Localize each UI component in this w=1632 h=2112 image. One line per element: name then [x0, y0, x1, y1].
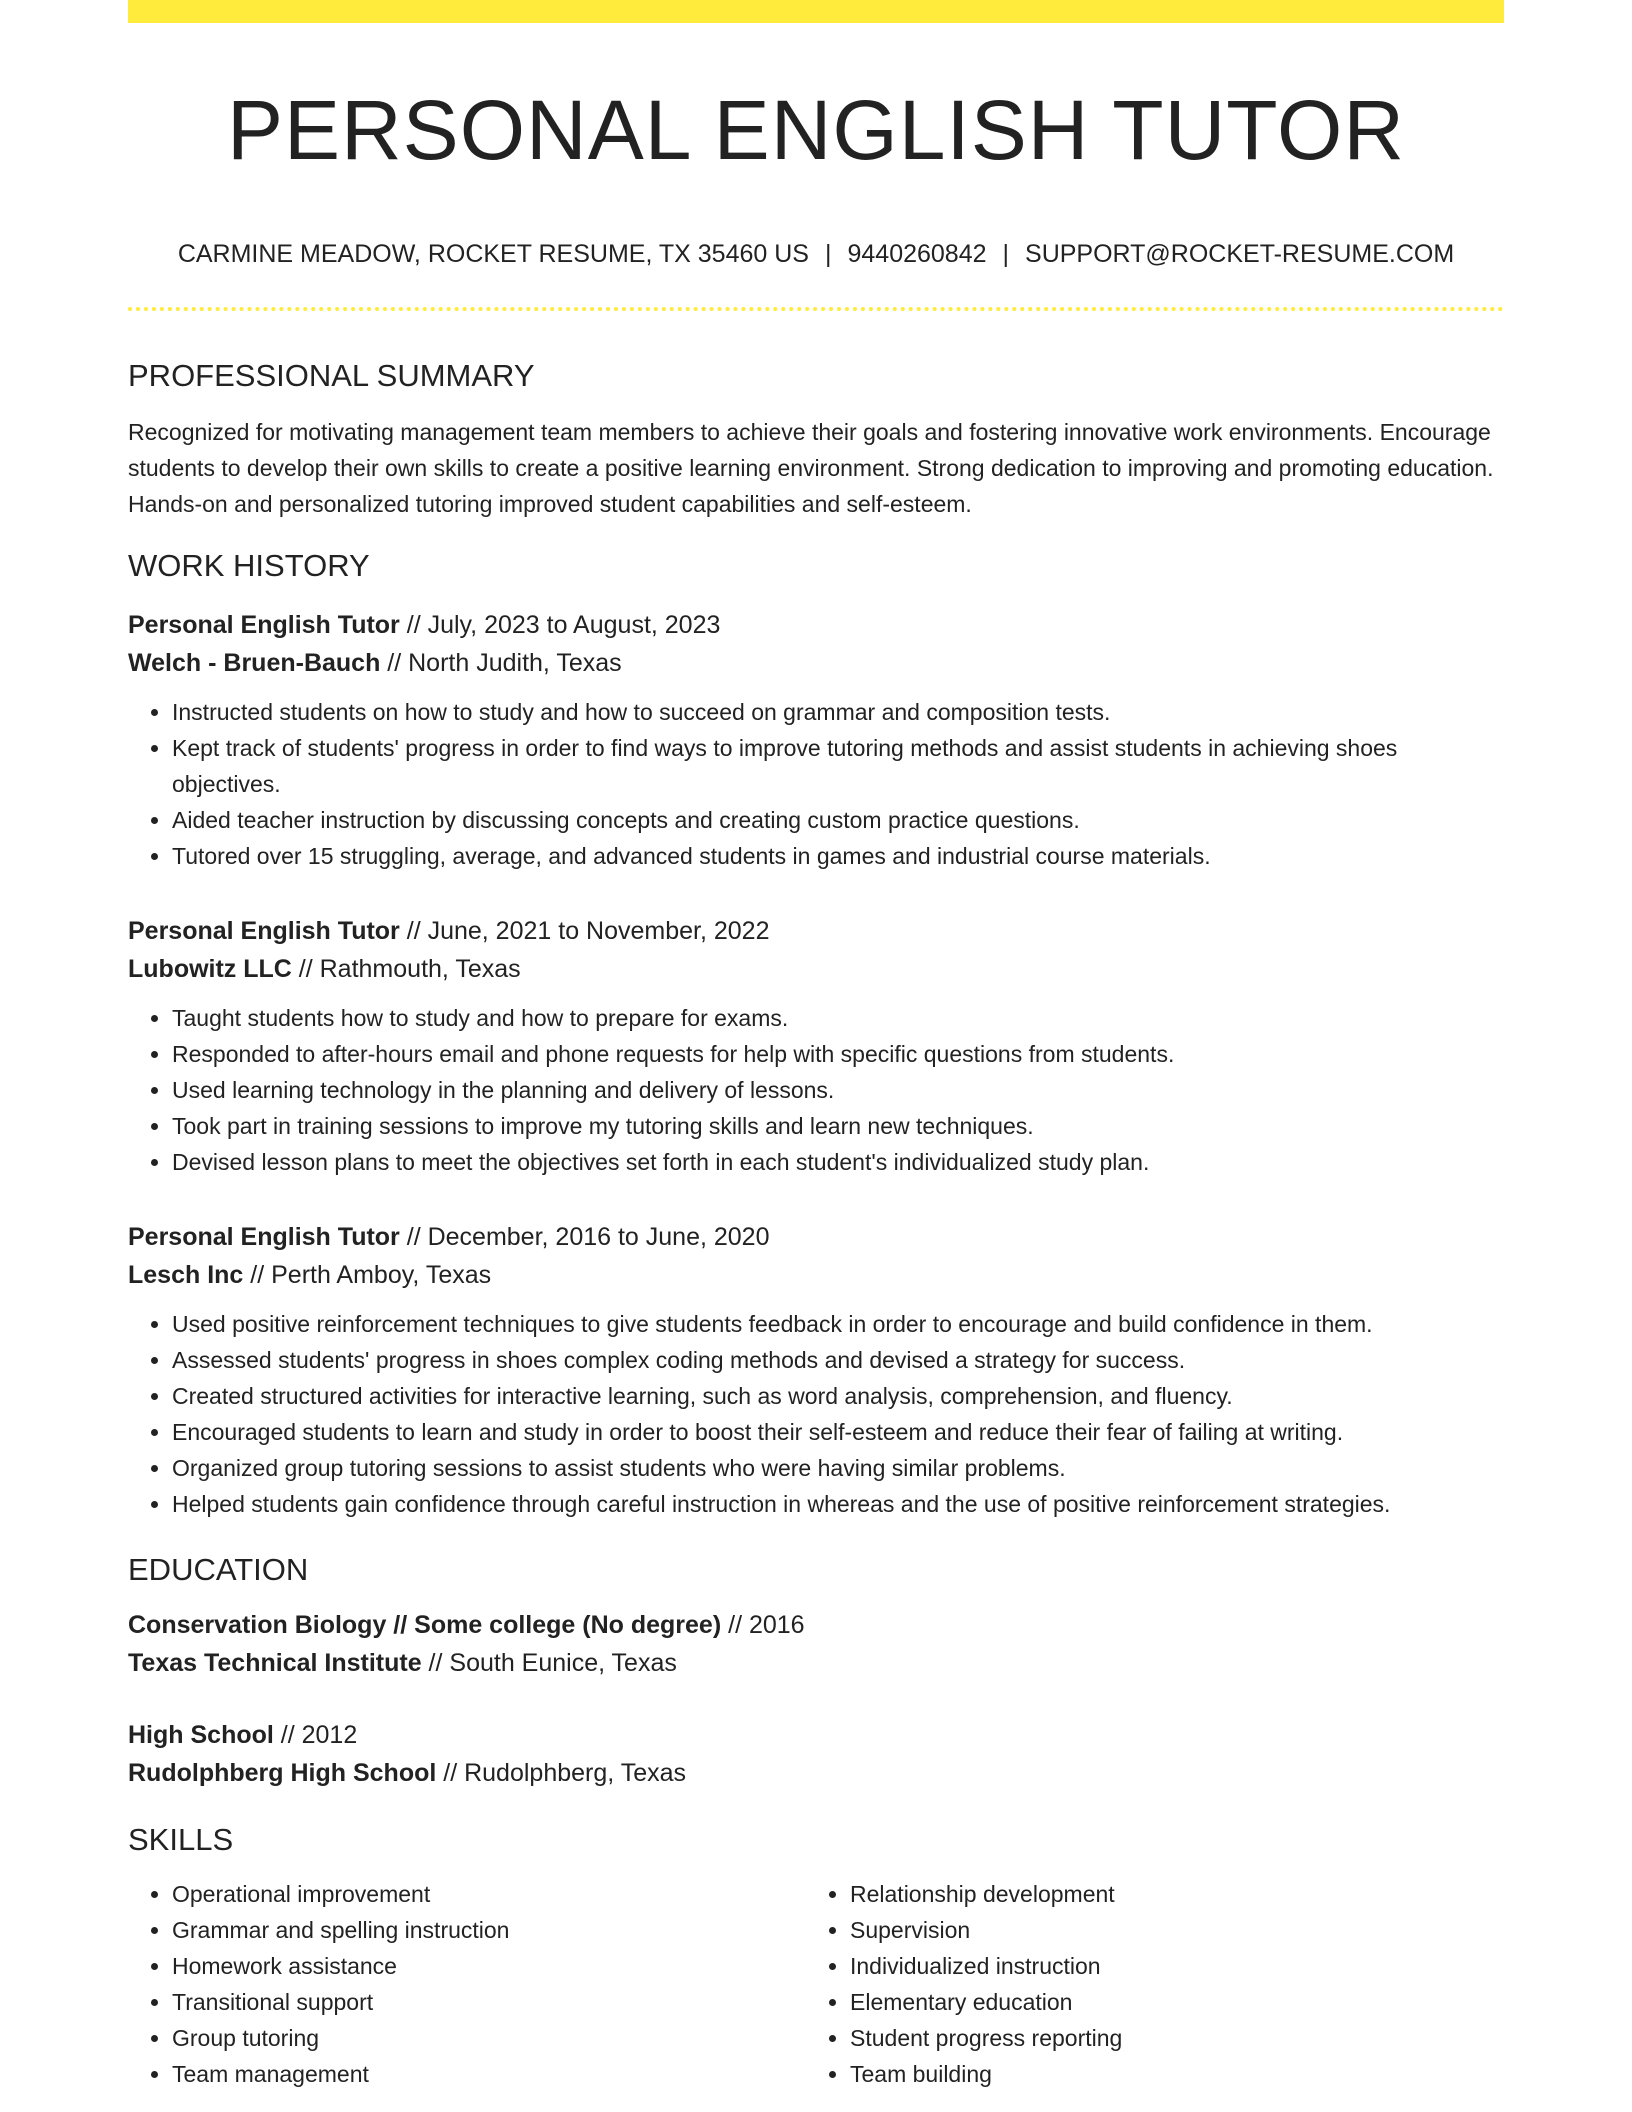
skills-left-list [128, 1876, 806, 2092]
list-item: • Taught students how to study and how to prepare for exams. [172, 1000, 1504, 1036]
list-item: • Created structured activities for interactive learning, such as word analysis, comprehension, and fluency. [172, 1378, 1504, 1414]
education-location: // South Eunice, Texas [421, 1649, 677, 1677]
job-company-line [128, 644, 1504, 682]
job-entry [128, 1218, 1504, 1522]
education-year: // 2016 [721, 1611, 805, 1639]
education-degree: Conservation Biology // Some college (No degree) [128, 1611, 722, 1639]
contact-separator: | [1002, 240, 1010, 268]
job-title-line [128, 1218, 1504, 1256]
education-school: Rudolphberg High School [128, 1759, 437, 1787]
work-history-heading: WORK HISTORY [128, 548, 370, 583]
list-item: • Team management [172, 2056, 806, 2092]
summary-heading: PROFESSIONAL SUMMARY [128, 358, 535, 393]
list-item: • Kept track of students' progress in order to find ways to improve tutoring methods and assist students in achieving shoes objectives. [172, 730, 1504, 802]
list-item: • Elementary education [850, 1984, 1484, 2020]
education-school-line [128, 1644, 1504, 1682]
job-company: Lubowitz LLC [128, 955, 292, 983]
list-item: • Supervision [850, 1912, 1484, 1948]
list-item: • Organized group tutoring sessions to assist students who were having similar problems. [172, 1450, 1504, 1486]
list-item: • Aided teacher instruction by discussing concepts and creating custom practice questions. [172, 802, 1504, 838]
list-item: • Student progress reporting [850, 2020, 1484, 2056]
job-title-line [128, 912, 1504, 950]
education-location: // Rudolphberg, Texas [436, 1759, 687, 1787]
contact-address: CARMINE MEADOW, ROCKET RESUME, TX 35460 US [177, 240, 809, 268]
job-company-line [128, 1256, 1504, 1294]
job-role: Personal English Tutor [128, 1223, 400, 1251]
education-degree-line [128, 1716, 1504, 1754]
list-item: • Took part in training sessions to improve my tutoring skills and learn new techniques. [172, 1108, 1504, 1144]
list-item: • Devised lesson plans to meet the objectives set forth in each student's individualized study plan. [172, 1144, 1504, 1180]
job-role: Personal English Tutor [128, 611, 400, 639]
list-item: • Group tutoring [172, 2020, 806, 2056]
education-entry [128, 1606, 1504, 1682]
job-dates: // December, 2016 to June, 2020 [399, 1223, 770, 1251]
header-divider [128, 307, 1504, 311]
skills-right-list [806, 1876, 1484, 2092]
resume-body [128, 350, 1504, 2092]
list-item: • Homework assistance [172, 1948, 806, 1984]
skills-heading: SKILLS [128, 1822, 234, 1857]
list-item: • Used positive reinforcement techniques to give students feedback in order to encourage and build confidence in them. [172, 1306, 1504, 1342]
job-title-line [128, 606, 1504, 644]
job-company-line [128, 950, 1504, 988]
job-bullets [128, 1306, 1504, 1522]
job-company: Welch - Bruen-Bauch [128, 649, 381, 677]
list-item: • Instructed students on how to study and how to succeed on grammar and composition tests. [172, 694, 1504, 730]
list-item: • Tutored over 15 struggling, average, and advanced students in games and industrial course materials. [172, 838, 1504, 874]
list-item: • Grammar and spelling instruction [172, 1912, 806, 1948]
list-item: • Relationship development [850, 1876, 1484, 1912]
list-item: • Team building [850, 2056, 1484, 2092]
top-accent-bar [128, 0, 1504, 23]
contact-phone: 9440260842 [847, 240, 987, 268]
contact-line [128, 236, 1504, 272]
summary-text: Recognized for motivating management team members to achieve their goals and fostering innovative work environments. Encourage students to develop their own skills to create a positive learning environment. Strong dedication to improving and promoting education. Hands-on and personalized tutoring improved student capabilities and self-esteem. [128, 419, 1494, 517]
page-title: PERSONAL ENGLISH TUTOR [226, 83, 1406, 177]
education-year: // 2012 [273, 1721, 358, 1749]
list-item: • Operational improvement [172, 1876, 806, 1912]
education-heading: EDUCATION [128, 1552, 309, 1587]
skills-columns [128, 1876, 1504, 2092]
education-school-line [128, 1754, 1504, 1792]
job-bullets [128, 694, 1504, 874]
contact-separator: | [824, 240, 832, 268]
education-school: Texas Technical Institute [128, 1649, 422, 1677]
job-dates: // July, 2023 to August, 2023 [399, 611, 721, 639]
education-entry [128, 1716, 1504, 1792]
job-company: Lesch Inc [128, 1261, 244, 1289]
list-item: • Used learning technology in the planning and delivery of lessons. [172, 1072, 1504, 1108]
contact-email[interactable]: SUPPORT@ROCKET-RESUME.COM [1025, 240, 1455, 268]
job-bullets [128, 1000, 1504, 1180]
job-entry [128, 606, 1504, 874]
list-item: • Transitional support [172, 1984, 806, 2020]
list-item: • Encouraged students to learn and study in order to boost their self-esteem and reduce their fear of failing at writing. [172, 1414, 1504, 1450]
job-location: // Perth Amboy, Texas [243, 1261, 492, 1289]
job-location: // North Judith, Texas [380, 649, 622, 677]
list-item: • Assessed students' progress in shoes complex coding methods and devised a strategy for success. [172, 1342, 1504, 1378]
list-item: • Responded to after-hours email and phone requests for help with specific questions from students. [172, 1036, 1504, 1072]
job-dates: // June, 2021 to November, 2022 [399, 917, 770, 945]
list-item: • Helped students gain confidence through careful instruction in whereas and the use of positive reinforcement strategies. [172, 1486, 1504, 1522]
education-degree: High School [128, 1721, 274, 1749]
job-entry [128, 912, 1504, 1180]
education-degree-line [128, 1606, 1504, 1644]
job-role: Personal English Tutor [128, 917, 400, 945]
job-location: // Rathmouth, Texas [291, 955, 521, 983]
list-item: • Individualized instruction [850, 1948, 1484, 1984]
